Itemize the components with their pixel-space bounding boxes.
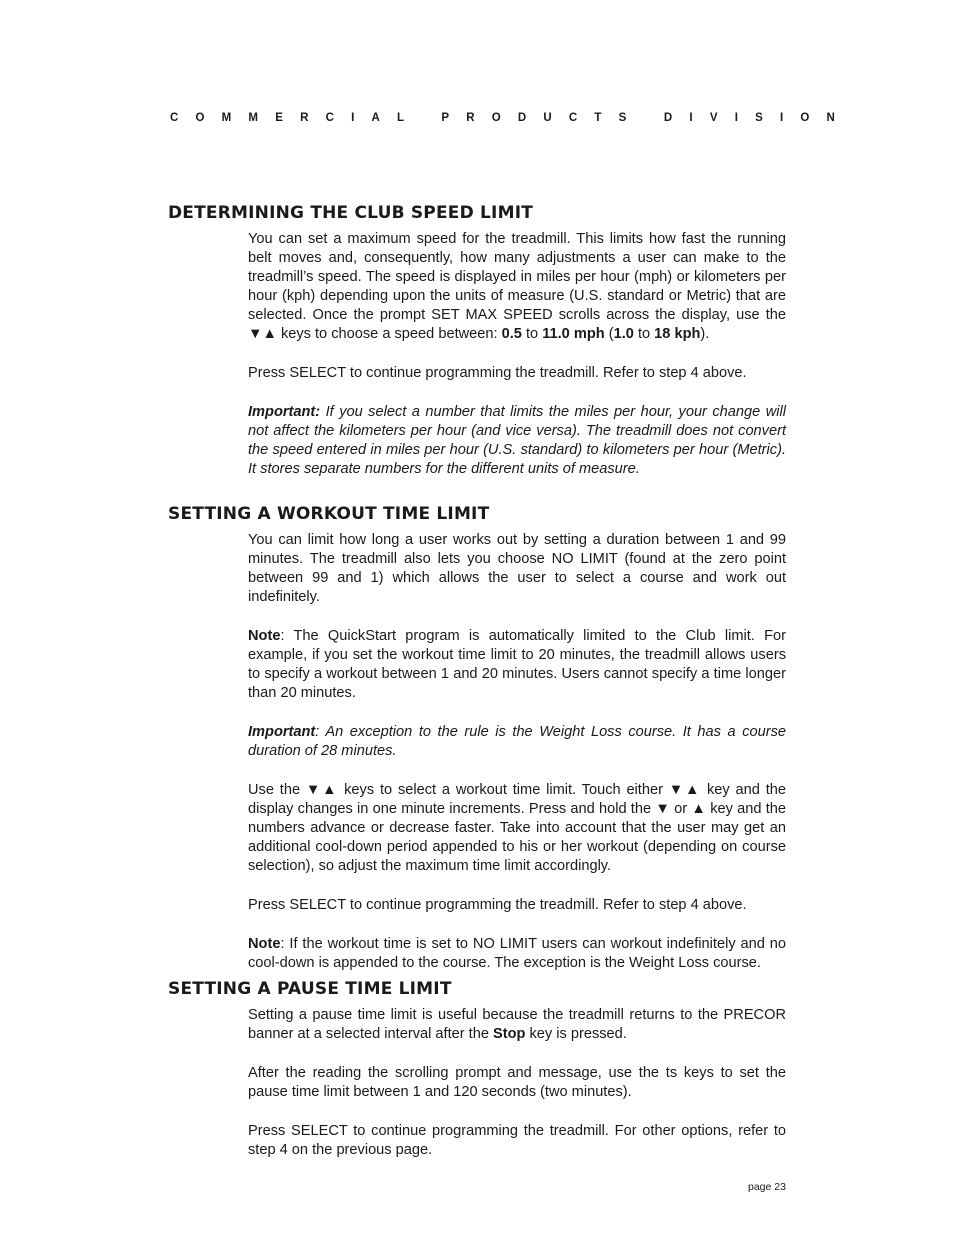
workout-keys-paragraph: Use the ▼▲ keys to select a workout time limit. Touch either ▼▲ key and the display changes in one minute increments. Press and hold the ▼ or ▲ key and the numbers advance or decrease faster. Take into account that the user may get an additional cool-down period appended to his or her workout (depending on course selection), so adjust the maximum time limit accordingly. (248, 782, 786, 874)
note-label: Note (248, 628, 281, 644)
page-number: page 23 (748, 1181, 786, 1193)
important-label: Important: (248, 404, 321, 420)
speed-min-mph: 0.5 (501, 326, 522, 342)
pause-intro-end: key is pressed. (525, 1026, 627, 1042)
speed-min-kph: 1.0 (613, 326, 634, 342)
section-club-speed-limit (168, 203, 788, 479)
note-label: Note (248, 936, 281, 952)
workout-select-paragraph: Press SELECT to continue programming the treadmill. Refer to step 4 above. (248, 897, 747, 913)
important-text: If you select a number that limits the miles per hour, your change will not affect the kilometers per hour (and vice versa). The treadmill does not convert the speed entered in miles per hour (U.S. standard) to kilometers per hour (Metric). It stores separate numbers for the different units of measure. (248, 404, 786, 477)
important-label: Important (248, 724, 316, 740)
section-title: SETTING A WORKOUT TIME LIMIT (168, 504, 490, 524)
section-pause-time-limit (168, 979, 788, 1160)
note-text: : If the workout time is set to NO LIMIT users can workout indefinitely and no cool-down is appended to the course. The exception is the Weight Loss course. (248, 936, 786, 971)
to-text: to (633, 326, 655, 342)
workout-intro-paragraph: You can limit how long a user works out by setting a duration between 1 and 99 minutes. The treadmill also lets you choose NO LIMIT (found at the zero point between 99 and 1) which allows the user to select a course and work out indefinitely. (248, 532, 786, 605)
pause-keys-paragraph: After the reading the scrolling prompt and message, use the ts keys to set the pause time limit between 1 and 120 seconds (two minutes). (248, 1065, 786, 1100)
section-title: SETTING A PAUSE TIME LIMIT (168, 979, 452, 999)
division-header: COMMERCIAL PRODUCTS DIVISION (170, 112, 853, 124)
workout-note2-paragraph (248, 935, 786, 973)
important-text: : An exception to the rule is the Weight Loss course. It has a course duration of 28 minutes. (248, 724, 786, 759)
speed-important-paragraph (248, 403, 786, 479)
speed-select-paragraph: Press SELECT to continue programming the treadmill. Refer to step 4 above. (248, 365, 747, 381)
section-body (248, 1006, 786, 1160)
workout-important-paragraph (248, 723, 786, 761)
pause-select-paragraph: Press SELECT to continue programming the treadmill. For other options, refer to step 4 on the previous page. (248, 1123, 786, 1158)
speed-max-kph: 18 kph (654, 326, 701, 342)
speed-intro-paragraph (248, 230, 786, 344)
paren-open: ( (604, 326, 614, 342)
pause-intro-text: Setting a pause time limit is useful because the treadmill returns to the PRECOR banner at a selected interval after the (248, 1007, 786, 1042)
section-workout-time-limit (168, 504, 788, 973)
speed-intro-text: You can set a maximum speed for the treadmill. This limits how fast the running belt moves and, consequently, how many adjustments a user can make to the treadmill’s speed. The speed is displayed in miles per hour (mph) or kilometers per hour (kph) depending upon the units of measure (U.S. standard or Metric) that are selected. Once the prompt SET MAX SPEED scrolls across the display, use the ▼▲ keys to choose a speed between: (248, 231, 786, 342)
section-body (248, 531, 786, 973)
pause-intro-paragraph (248, 1006, 786, 1044)
speed-max-mph: 11.0 mph (542, 326, 605, 342)
section-title: DETERMINING THE CLUB SPEED LIMIT (168, 203, 534, 223)
to-text: to (521, 326, 543, 342)
paren-close: ). (700, 326, 710, 342)
workout-note-paragraph (248, 627, 786, 703)
note-text: : The QuickStart program is automatically limited to the Club limit. For example, if you set the workout time limit to 20 minutes, the treadmill allows users to specify a workout between 1 and 20 minutes. Users cannot specify a time longer than 20 minutes. (248, 628, 786, 701)
stop-key-label: Stop (493, 1026, 526, 1042)
section-body (248, 230, 786, 479)
